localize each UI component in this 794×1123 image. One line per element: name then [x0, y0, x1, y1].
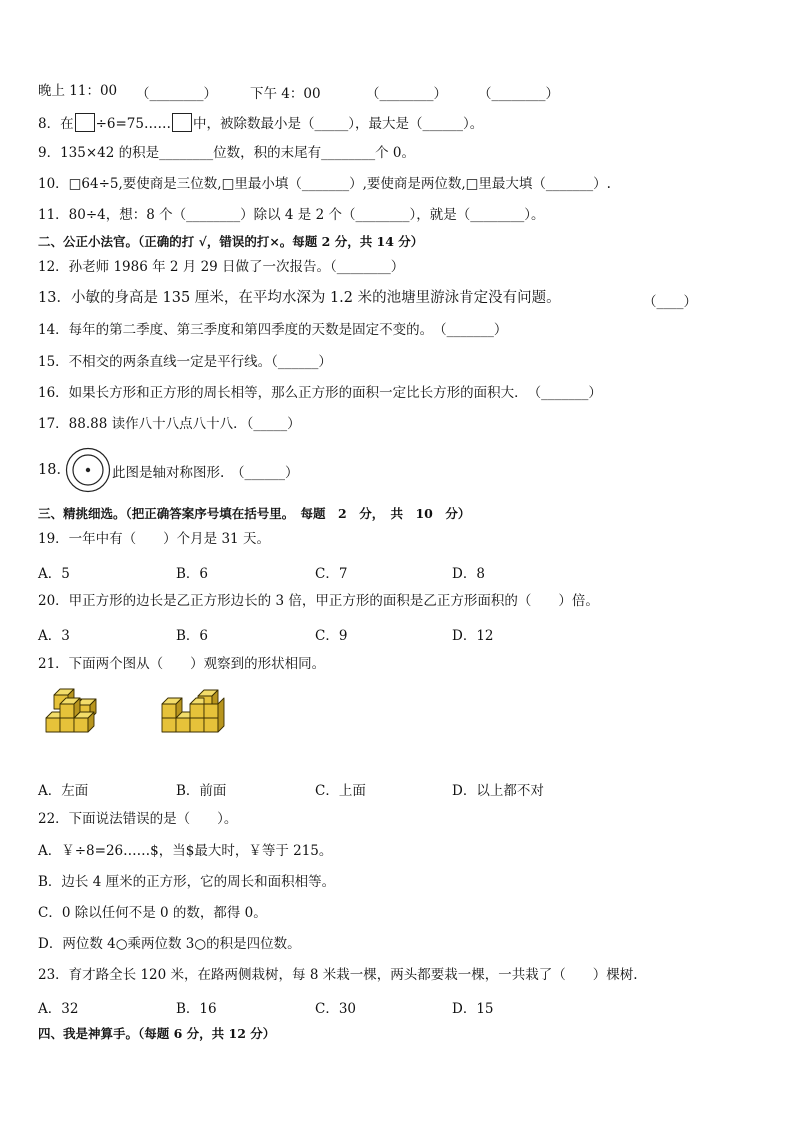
- cube-stack-figure-1: [42, 686, 104, 736]
- question-11: 11．80÷4，想：8 个（________）除以 4 是 2 个（________），就是（________）。: [38, 207, 545, 223]
- question-19: 19．一年中有（ ）个月是 31 天。: [38, 531, 270, 547]
- q20-option-a: A．3: [38, 628, 70, 644]
- q8-suffix: 中，被除数最小是（_____），最大是（______）。: [192, 116, 484, 132]
- q23-option-c: C．30: [315, 1001, 357, 1017]
- q18-text: 此图是轴对称图形. （______）: [112, 465, 299, 481]
- q21-option-c: C．上面: [315, 783, 366, 799]
- section-3-heading: 三、精挑细选。（把正确答案序号填在括号里。 每题 2 分， 共 10 分）: [38, 506, 471, 521]
- q19-option-c: C．7: [315, 566, 348, 582]
- answer-box: [172, 113, 192, 132]
- evening-blank: （________）: [136, 86, 217, 102]
- question-21: 21．下面两个图从（ ）观察到的形状相同。: [38, 656, 326, 672]
- question-14: 14．每年的第二季度、第三季度和第四季度的天数是固定不变的。 （_______）: [38, 322, 508, 338]
- q20-option-b: B．6: [176, 628, 209, 644]
- question-9: 9．135×42 的积是________位数，积的末尾有________个 0。: [38, 145, 416, 161]
- question-12: 12．孙老师 1986 年 2 月 29 日做了一次报告。（________）: [38, 259, 405, 275]
- question-13: 13．小敏的身高是 135 厘米，在平均水深为 1.2 米的池塘里游泳肯定没有问题。: [38, 290, 561, 306]
- q7-time-row: [38, 82, 117, 100]
- afternoon-label: 下午 4：00: [250, 86, 321, 102]
- q22-option-d: D．两位数 4○乘两位数 3○的积是四位数。: [38, 936, 301, 952]
- concentric-circles-figure: [65, 447, 111, 493]
- section-2-heading: 二、公正小法官。（正确的打 √，错误的打×。每题 2 分，共 14 分）: [38, 234, 424, 249]
- q21-option-a: A．左面: [38, 783, 89, 799]
- afternoon-blank-1: （________）: [366, 86, 447, 102]
- q22-option-c: C．0 除以任何不是 0 的数，都得 0。: [38, 905, 267, 921]
- q23-option-a: A．32: [38, 1001, 79, 1017]
- section-4-heading: 四、我是神算手。（每题 6 分，共 12 分）: [38, 1026, 276, 1041]
- q20-option-d: D．12: [452, 628, 494, 644]
- question-22: 22．下面说法错误的是（ ）。: [38, 811, 238, 827]
- q22-option-b: B．边长 4 厘米的正方形，它的周长和面积相等。: [38, 874, 336, 890]
- q21-option-d: D．以上都不对: [452, 783, 544, 799]
- q23-option-d: D．15: [452, 1001, 494, 1017]
- q22-option-a: A．￥÷8=26……$，当$最大时，￥等于 215。: [38, 843, 333, 859]
- q19-option-d: D．8: [452, 566, 485, 582]
- cube-stack-figure-2: [158, 686, 228, 736]
- question-23: 23．育才路全长 120 米，在路两侧栽树，每 8 米栽一棵，两头都要栽一棵，一共栽了（ ）棵树.: [38, 967, 638, 983]
- q18-prefix: 18．: [38, 462, 71, 478]
- question-17: 17．88.88 读作八十八点八十八．（_____）: [38, 416, 301, 432]
- q19-option-a: A．5: [38, 566, 70, 582]
- q21-option-b: B．前面: [176, 783, 227, 799]
- q20-option-c: C．9: [315, 628, 348, 644]
- question-16: 16．如果长方形和正方形的周长相等，那么正方形的面积一定比长方形的面积大． （_______）: [38, 385, 602, 401]
- question-8: [38, 113, 483, 133]
- q13-blank: （____）: [643, 294, 697, 310]
- q23-option-b: B．16: [176, 1001, 217, 1017]
- evening-label: 晚上 11：00: [38, 83, 118, 99]
- q8-prefix: 8．在: [38, 116, 74, 132]
- question-20: 20．甲正方形的边长是乙正方形边长的 3 倍，甲正方形的面积是乙正方形面积的（ ）倍。: [38, 593, 599, 609]
- q8-middle: ÷6=75……: [95, 116, 171, 132]
- question-10: 10．□64÷5,要使商是三位数,□里最小填（_______）,要使商是两位数,□里最大填（_______）.: [38, 176, 611, 192]
- afternoon-blank-2: （________）: [478, 86, 559, 102]
- question-15: 15．不相交的两条直线一定是平行线。（______）: [38, 354, 332, 370]
- q19-option-b: B．6: [176, 566, 209, 582]
- answer-box: [75, 113, 95, 132]
